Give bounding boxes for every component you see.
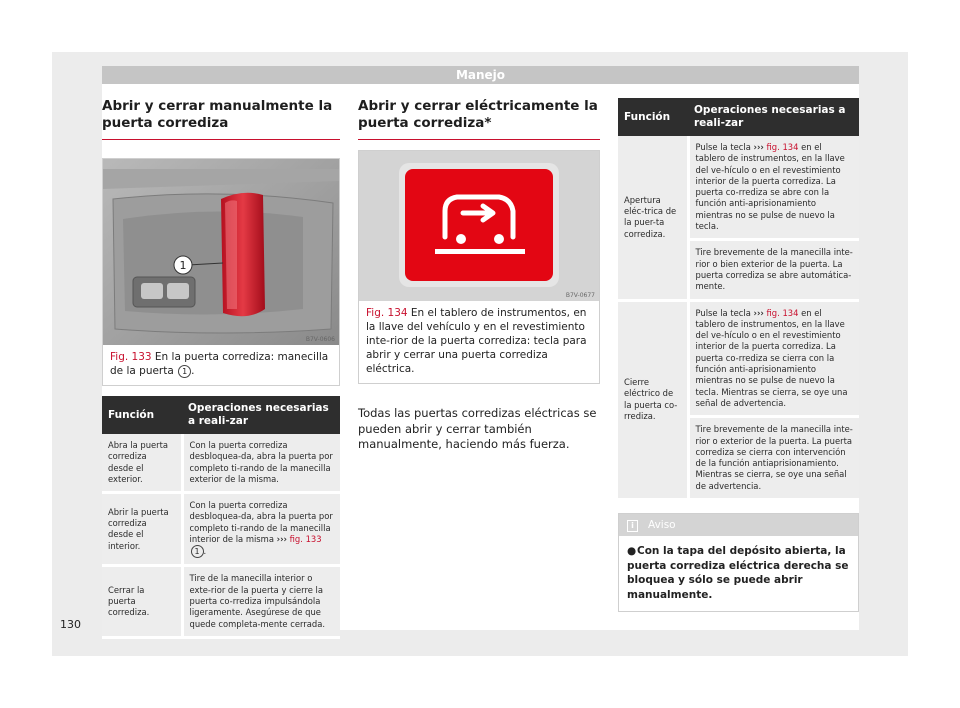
cell-operation: Tire brevemente de la manecilla inte-rior o exterior de la puerta. La puerta corrediza se cierra con intervención de la función antiaprisionamiento. Mientras se cierra, se oye una señal de advertencia. xyxy=(688,417,859,500)
figure-133 xyxy=(102,158,340,386)
cell-function: Apertura eléc-trica de la puer-ta corrediza. xyxy=(618,136,688,300)
table-row xyxy=(618,300,859,417)
reference-arrows: ››› xyxy=(753,142,764,152)
svg-text:1: 1 xyxy=(179,259,187,272)
table-row xyxy=(618,136,859,240)
section-header: Manejo xyxy=(102,66,859,84)
notice-body xyxy=(619,536,858,611)
caption-text: En la puerta corrediza: manecilla de la puerta xyxy=(110,351,329,377)
operation-text: Pulse la tecla xyxy=(695,307,754,318)
info-icon: i xyxy=(627,520,638,532)
column-middle xyxy=(358,98,600,464)
manual-operations-table xyxy=(102,396,340,639)
sliding-door-button-illustration xyxy=(359,151,599,301)
figure-caption xyxy=(359,301,599,383)
cell-function: Cerrar la puerta corrediza. xyxy=(102,566,182,637)
reference-arrows: ››› xyxy=(276,534,287,545)
reference-arrows: ››› xyxy=(753,307,764,318)
cell-operation: Con la puerta corrediza desbloquea-da, abra la puerta por completo ti-rando de la manecilla exterior de la misma. xyxy=(182,434,340,493)
cell-function: Abrir la puerta corrediza desde el interior. xyxy=(102,493,182,566)
operation-text: Con la puerta corrediza desbloquea-da, abra la puerta por completo ti-rando de la manecilla interior de la misma xyxy=(189,500,333,545)
door-handle-image xyxy=(103,159,339,345)
figure-reference-link[interactable]: fig. 134 xyxy=(766,142,799,152)
operation-text: en el tablero de instrumentos, en la llave del ve-hículo o en el revestimiento interior de la puerta corrediza. La puerta co-rrediza se abre con la función anti-aprisionamiento mientras no se pulse de nuevo la tecla. xyxy=(695,142,845,232)
figure-label[interactable]: Fig. 134 xyxy=(366,307,408,319)
notice-title: Aviso xyxy=(648,519,676,532)
cell-operation: Tire de la manecilla interior o exte-rior de la puerta y cierre la puerta co-rrediza impulsándola ligeramente. Asegúrese de que quede completa-mente cerrada. xyxy=(182,566,340,637)
notice-box xyxy=(618,513,859,612)
figure-label[interactable]: Fig. 133 xyxy=(110,351,152,363)
heading-electric-door: Abrir y cerrar eléctricamente la puerta corrediza* xyxy=(358,98,600,140)
table-header-row xyxy=(102,396,340,434)
header-function: Función xyxy=(618,98,688,136)
table-row xyxy=(102,493,340,566)
door-button-image xyxy=(359,151,599,301)
bullet-icon: ● xyxy=(627,545,637,558)
cell-function: Cierre eléctrico de la puerta co-rrediza. xyxy=(618,300,688,499)
notice-text: Con la tapa del depósito abierta, la puerta corrediza eléctrica derecha se bloquea y sólo se puede abrir manualmente. xyxy=(627,545,849,601)
column-right xyxy=(618,98,859,612)
notice-header xyxy=(619,514,858,536)
figure-caption xyxy=(103,345,339,385)
operation-end: . xyxy=(203,546,207,557)
figure-code: B7V-0606 xyxy=(305,336,335,343)
cell-function: Abra la puerta corrediza desde el exterior. xyxy=(102,434,182,493)
caption-end: . xyxy=(191,365,195,377)
operation-text: Pulse la tecla xyxy=(695,142,754,152)
header-operations: Operaciones necesarias a reali-zar xyxy=(182,396,340,434)
figure-134 xyxy=(358,150,600,384)
operation-text: en el tablero de instrumentos, en la llave del ve-hículo o en el revestimiento interior de la puerta corrediza. La puerta co-rrediza se cierra con la función anti-aprisionamiento mientras no se pulse de nuevo la tecla. Mientras se cierra, se oye una señal de advertencia. xyxy=(695,307,848,408)
figure-reference-link[interactable]: fig. 134 xyxy=(766,307,799,318)
table-row xyxy=(102,434,340,493)
figure-code: B7V-0677 xyxy=(565,292,595,299)
header-function: Función xyxy=(102,396,182,434)
callout-marker: 1 xyxy=(191,545,204,558)
caption-text: En el tablero de instrumentos, en la llave del vehículo y en el revestimiento inte-rior de la puerta corrediza: tecla para abrir y cerrar una puerta corrediza eléctrica. xyxy=(366,307,587,375)
table-header-row xyxy=(618,98,859,136)
figure-reference-link[interactable]: fig. 133 xyxy=(289,534,322,545)
cell-operation xyxy=(688,136,859,240)
cell-operation xyxy=(688,300,859,417)
header-operations: Operaciones necesarias a reali-zar xyxy=(688,98,859,136)
column-left xyxy=(102,98,340,639)
door-handle-illustration xyxy=(103,159,339,345)
page-number: 130 xyxy=(60,618,81,631)
electric-operations-table xyxy=(618,98,859,501)
callout-marker: 1 xyxy=(178,365,191,378)
cell-operation: Tire brevemente de la manecilla inte-rior o bien exterior de la puerta. La puerta corrediza se abre automática-mente. xyxy=(688,240,859,300)
table-row xyxy=(102,566,340,637)
heading-manual-door: Abrir y cerrar manualmente la puerta corrediza xyxy=(102,98,340,140)
body-paragraph: Todas las puertas corredizas eléctricas se pueden abrir y cerrar también manualmente, haciendo más fuerza. xyxy=(358,406,597,451)
cell-operation xyxy=(182,493,340,566)
